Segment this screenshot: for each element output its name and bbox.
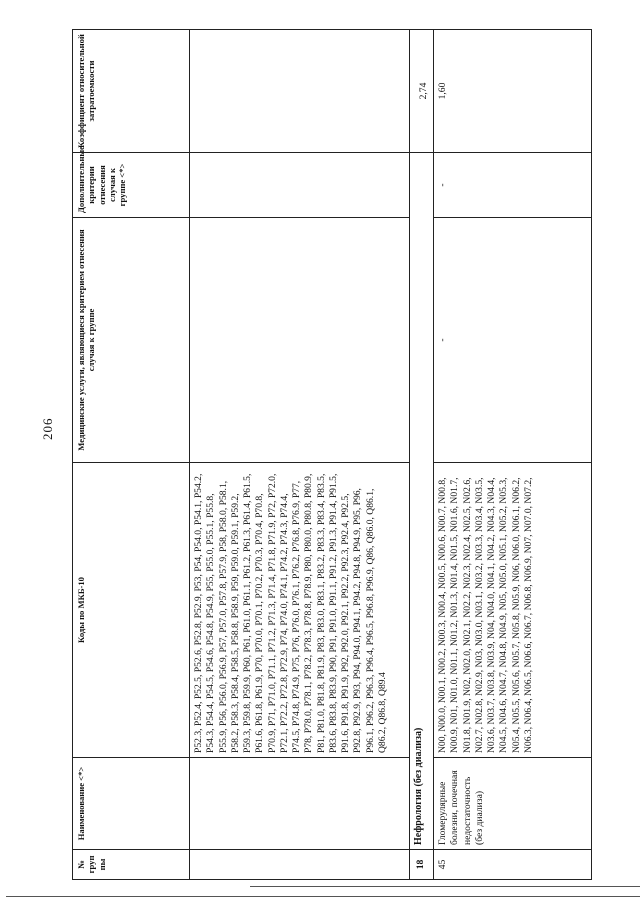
row-name: Гломерулярные болезни, почечная недостаточность (без диализа)	[434, 758, 592, 850]
table-row-group-header	[410, 30, 434, 880]
header-extra-criteria: Дополнительные критерии отнесения случая к группе <*>	[73, 153, 190, 218]
row-number: 45	[434, 850, 592, 880]
cell-services: -	[434, 218, 592, 463]
cell-empty	[190, 758, 410, 850]
scan-edge-line	[6, 896, 640, 897]
table-row-45	[434, 30, 592, 880]
group-number: 18	[410, 850, 434, 880]
header-cost-coefficient: Коэффициент относительной затратоемкости	[73, 30, 190, 153]
header-medical-services: Медицинские услуги, являющиеся критерием отнесения случая к группе	[73, 218, 190, 463]
page-number: 206	[40, 417, 55, 440]
table-header-row	[73, 30, 190, 880]
group-title: Нефрология (без диализа)	[410, 153, 434, 850]
cell-icd-codes: N00, N00.0, N00.1, N00.2, N00.3, N00.4, N00.5, N00.6, N00.7, N00.8, N00.9, N01, N01.0, N01.1, N01.2, N01.3, N01.4, N01.5, N01.6, N01.7, N01.8, N01.9, N02, N02.0, N02.1, N02.2, N02.3, N02.4, N02.5, N02.6, N02.7, N02.8, N02.9, N03, N03.0, N03.1, N03.2, N03.3, N03.4, N03.5, N03.6, N03.7, N03.8, N03.9, N04, N04.0, N04.1, N04.2, N04.3, N04.4, N04.5, N04.6, N04.7, N04.8, N04.9, N05, N05.0, N05.1, N05.2, N05.3, N05.4, N05.5, N05.6, N05.7, N05.8, N05.9, N06, N06.0, N06.1, N06.2, N06.3, N06.4, N06.5, N06.6, N06.7, N06.8, N06.9, N07, N07.0, N07.2,	[434, 463, 592, 758]
drg-table	[72, 29, 592, 880]
header-icd-codes: Коды по МКБ-10	[73, 463, 190, 758]
cell-empty	[190, 218, 410, 463]
cell-coefficient: 2,74	[410, 30, 434, 153]
rotated-table-sheet	[72, 30, 592, 880]
header-group-number: № груп пы	[73, 850, 190, 880]
cell-coefficient: 1,60	[434, 30, 592, 153]
header-name: Наименование <*>	[73, 758, 190, 850]
cell-empty	[190, 153, 410, 218]
scan-edge-line-short	[250, 886, 640, 887]
cell-extra-criteria: -	[434, 153, 592, 218]
cell-empty	[190, 30, 410, 153]
cell-empty	[190, 850, 410, 880]
table-row-continuation	[190, 30, 410, 880]
cell-icd-codes: P52.3, P52.4, P52.5, P52.6, P52.8, P52.9, P53, P54, P54.0, P54.1, P54.2, P54.3, P54.4, P54.5, P54.6, P54.8, P54.9, P55, P55.0, P55.1, P55.8, P55.9, P56, P56.0, P56.9, P57, P57.0, P57.8, P57.9, P58, P58.0, P58.1, P58.2, P58.3, P58.4, P58.5, P58.8, P58.9, P59, P59.0, P59.1, P59.2, P59.3, P59.8, P59.9, P60, P61, P61.0, P61.1, P61.2, P61.3, P61.4, P61.5, P61.6, P61.8, P61.9, P70, P70.0, P70.1, P70.2, P70.3, P70.4, P70.8, P70.9, P71, P71.0, P71.1, P71.2, P71.3, P71.4, P71.8, P71.9, P72, P72.0, P72.1, P72.2, P72.8, P72.9, P74, P74.0, P74.1, P74.2, P74.3, P74.4, P74.5, P74.8, P74.9, P75, P76, P76.0, P76.1, P76.2, P76.8, P76.9, P77, P78, P78.0, P78.1, P78.2, P78.3, P78.8, P78.9, P80, P80.0, P80.8, P80.9, P81, P81.0, P81.8, P81.9, P83, P83.0, P83.1, P83.2, P83.3, P83.4, P83.5, P83.6, P83.8, P83.9, P90, P91, P91.0, P91.1, P91.2, P91.3, P91.4, P91.5, P91.6, P91.8, P91.9, P92, P92.0, P92.1, P92.2, P92.3, P92.4, P92.5, P92.8, P92.9, P93, P94, P94.0, P94.1, P94.2, P94.8, P94.9, P95, P96, P96.1, P96.2, P96.3, P96.4, P96.5, P96.8, P96.9, Q86, Q86.0, Q86.1, Q86.2, Q86.8, Q89.4	[190, 463, 410, 758]
